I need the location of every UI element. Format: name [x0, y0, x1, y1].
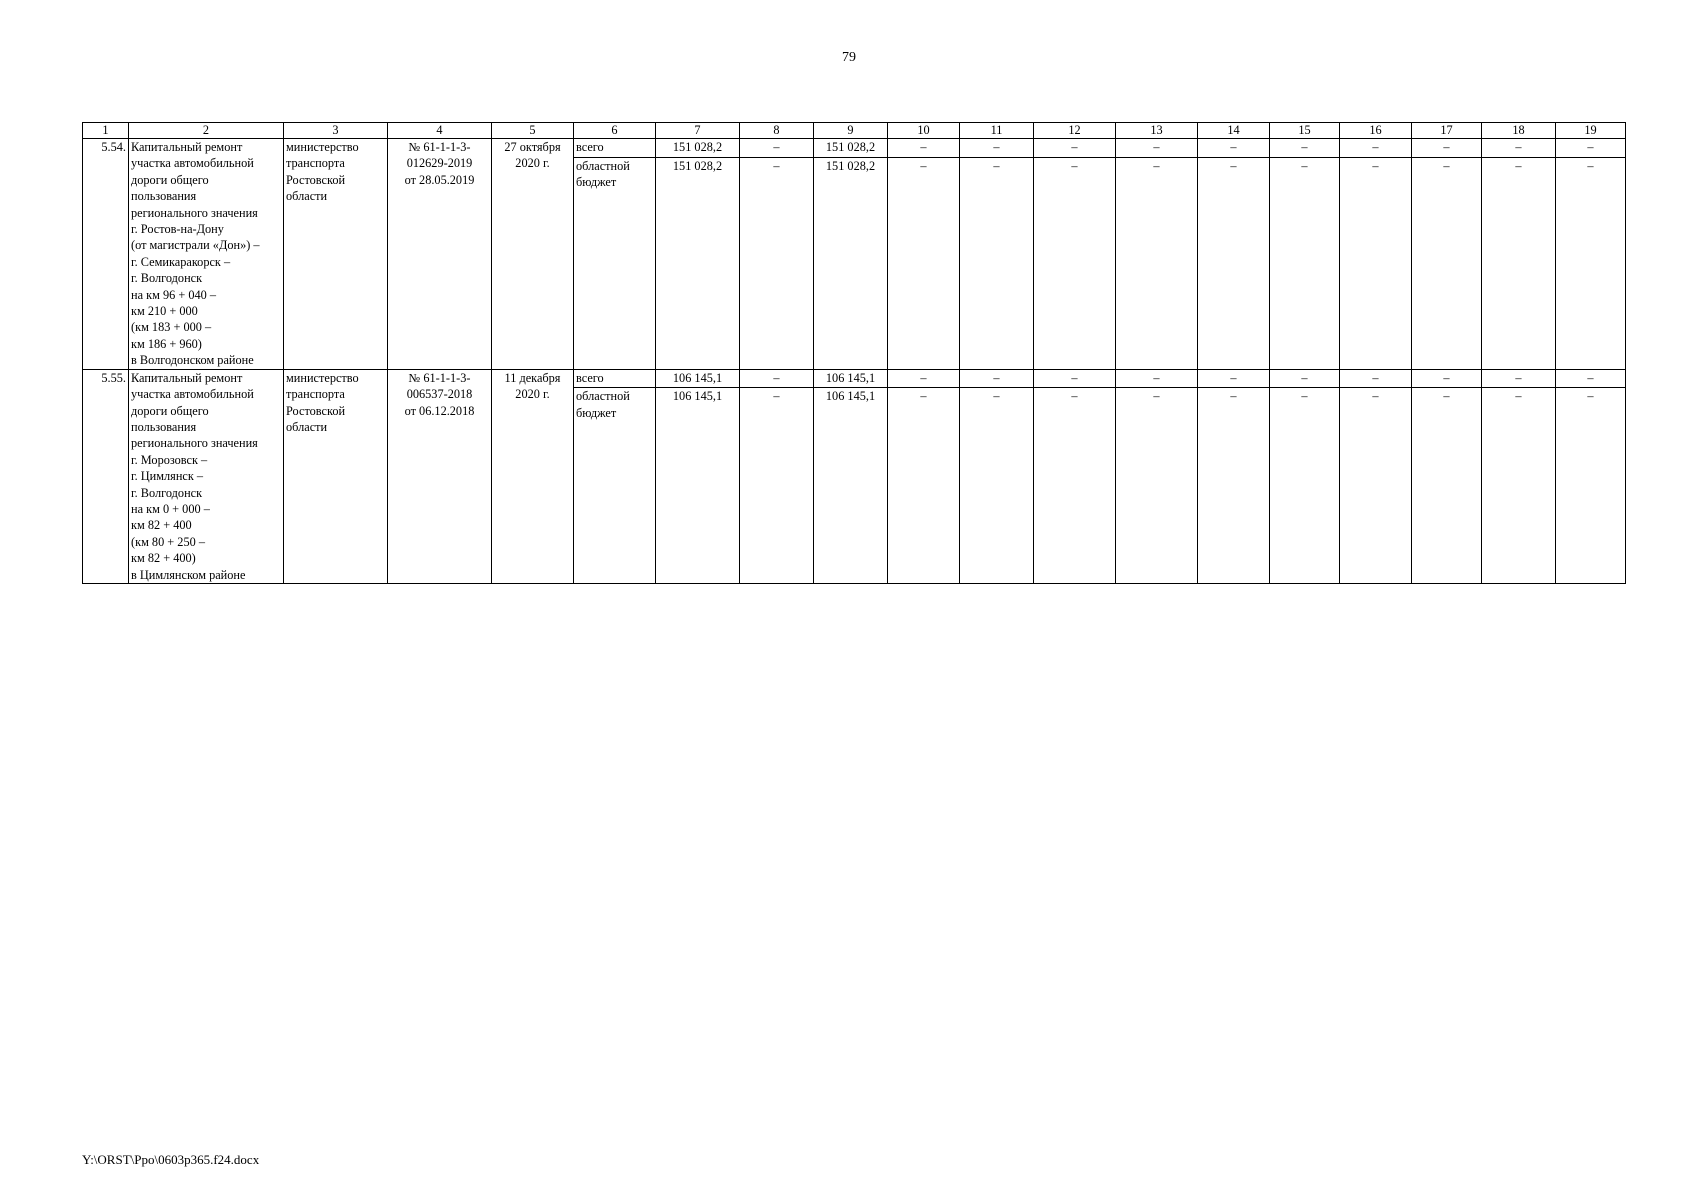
funding-amount: –: [1412, 157, 1482, 369]
column-number-header: 1: [83, 123, 129, 139]
column-number-header: 13: [1116, 123, 1198, 139]
funding-amount: –: [1556, 369, 1626, 388]
document-number: № 61-1-1-3- 006537-2018 от 06.12.2018: [388, 369, 492, 583]
funding-amount: –: [740, 388, 814, 583]
commission-date: 27 октября 2020 г.: [492, 139, 574, 370]
funding-amount: –: [1482, 388, 1556, 583]
commission-date: 11 декабря 2020 г.: [492, 369, 574, 583]
funding-amount: –: [888, 369, 960, 388]
funding-amount: –: [1412, 139, 1482, 158]
funding-amount: 106 145,1: [814, 388, 888, 583]
funding-amount: –: [1482, 139, 1556, 158]
funding-amount: –: [1198, 369, 1270, 388]
customer-name: министерство транспорта Ростовской области: [284, 369, 388, 583]
funding-amount: –: [1034, 388, 1116, 583]
row-number: 5.54.: [83, 139, 129, 370]
funding-amount: –: [1034, 157, 1116, 369]
column-number-header: 3: [284, 123, 388, 139]
funding-amount: –: [1116, 388, 1198, 583]
column-number-header: 16: [1340, 123, 1412, 139]
funding-amount: 151 028,2: [656, 157, 740, 369]
funding-source: всего: [574, 139, 656, 158]
funding-amount: –: [960, 388, 1034, 583]
column-number-header: 18: [1482, 123, 1556, 139]
funding-amount: –: [1556, 388, 1626, 583]
column-number-header: 12: [1034, 123, 1116, 139]
funding-amount: –: [1116, 139, 1198, 158]
funding-amount: –: [1198, 139, 1270, 158]
funding-amount: –: [1556, 139, 1626, 158]
column-number-header: 5: [492, 123, 574, 139]
object-name: Капитальный ремонт участка автомобильной дороги общего пользования регионального значения г. Морозовск – г. Цимлянск – г. Волгодонск на км 0 + 000 – км 82 + 400 (км 80 + 250 – км 82 + 400) в Цимлянском районе: [129, 369, 284, 583]
row-number: 5.55.: [83, 369, 129, 583]
column-number-header: 19: [1556, 123, 1626, 139]
funding-amount: –: [1270, 388, 1340, 583]
funding-amount: –: [1034, 369, 1116, 388]
funding-source: областной бюджет: [574, 157, 656, 369]
funding-amount: 151 028,2: [814, 157, 888, 369]
table-row: [83, 139, 1626, 158]
customer-name: министерство транспорта Ростовской области: [284, 139, 388, 370]
page-number: 79: [842, 50, 856, 65]
column-number-header: 11: [960, 123, 1034, 139]
funding-amount: –: [1270, 157, 1340, 369]
funding-amount: –: [1270, 139, 1340, 158]
funding-amount: –: [888, 157, 960, 369]
funding-amount: –: [740, 369, 814, 388]
funding-amount: 151 028,2: [656, 139, 740, 158]
funding-amount: –: [1556, 157, 1626, 369]
file-path: Y:\ORST\Ppo\0603p365.f24.docx: [82, 1152, 260, 1167]
column-number-header: 8: [740, 123, 814, 139]
column-number-header: 6: [574, 123, 656, 139]
column-number-header: 10: [888, 123, 960, 139]
table-row: [83, 369, 1626, 388]
funding-amount: 106 145,1: [656, 369, 740, 388]
column-number-header: 14: [1198, 123, 1270, 139]
document-number: № 61-1-1-3- 012629-2019 от 28.05.2019: [388, 139, 492, 370]
funding-amount: –: [1340, 388, 1412, 583]
funding-amount: –: [1116, 369, 1198, 388]
funding-amount: –: [1340, 369, 1412, 388]
funding-amount: –: [1034, 139, 1116, 158]
funding-source: областной бюджет: [574, 388, 656, 583]
funding-amount: 106 145,1: [814, 369, 888, 388]
funding-amount: –: [1482, 157, 1556, 369]
funding-amount: –: [888, 139, 960, 158]
funding-amount: –: [960, 157, 1034, 369]
column-number-header: 2: [129, 123, 284, 139]
column-number-header: 7: [656, 123, 740, 139]
funding-amount: –: [1412, 388, 1482, 583]
funding-amount: –: [960, 139, 1034, 158]
funding-amount: –: [1482, 369, 1556, 388]
funding-amount: –: [1340, 139, 1412, 158]
column-number-row: [83, 123, 1626, 139]
funding-amount: –: [1340, 157, 1412, 369]
column-number-header: 9: [814, 123, 888, 139]
funding-amount: –: [1198, 157, 1270, 369]
investment-table: [82, 122, 1626, 584]
funding-source: всего: [574, 369, 656, 388]
column-number-header: 4: [388, 123, 492, 139]
funding-amount: –: [1116, 157, 1198, 369]
funding-amount: –: [740, 157, 814, 369]
column-number-header: 15: [1270, 123, 1340, 139]
funding-amount: –: [888, 388, 960, 583]
object-name: Капитальный ремонт участка автомобильной дороги общего пользования регионального значения г. Ростов-на-Дону (от магистрали «Дон») – г. Семикаракорск – г. Волгодонск на км 96 + 040 – км 210 + 000 (км 183 + 000 – км 186 + 960) в Волгодонском районе: [129, 139, 284, 370]
funding-amount: 106 145,1: [656, 388, 740, 583]
funding-amount: –: [1198, 388, 1270, 583]
funding-amount: –: [1412, 369, 1482, 388]
column-number-header: 17: [1412, 123, 1482, 139]
funding-amount: 151 028,2: [814, 139, 888, 158]
funding-amount: –: [740, 139, 814, 158]
funding-amount: –: [1270, 369, 1340, 388]
funding-amount: –: [960, 369, 1034, 388]
